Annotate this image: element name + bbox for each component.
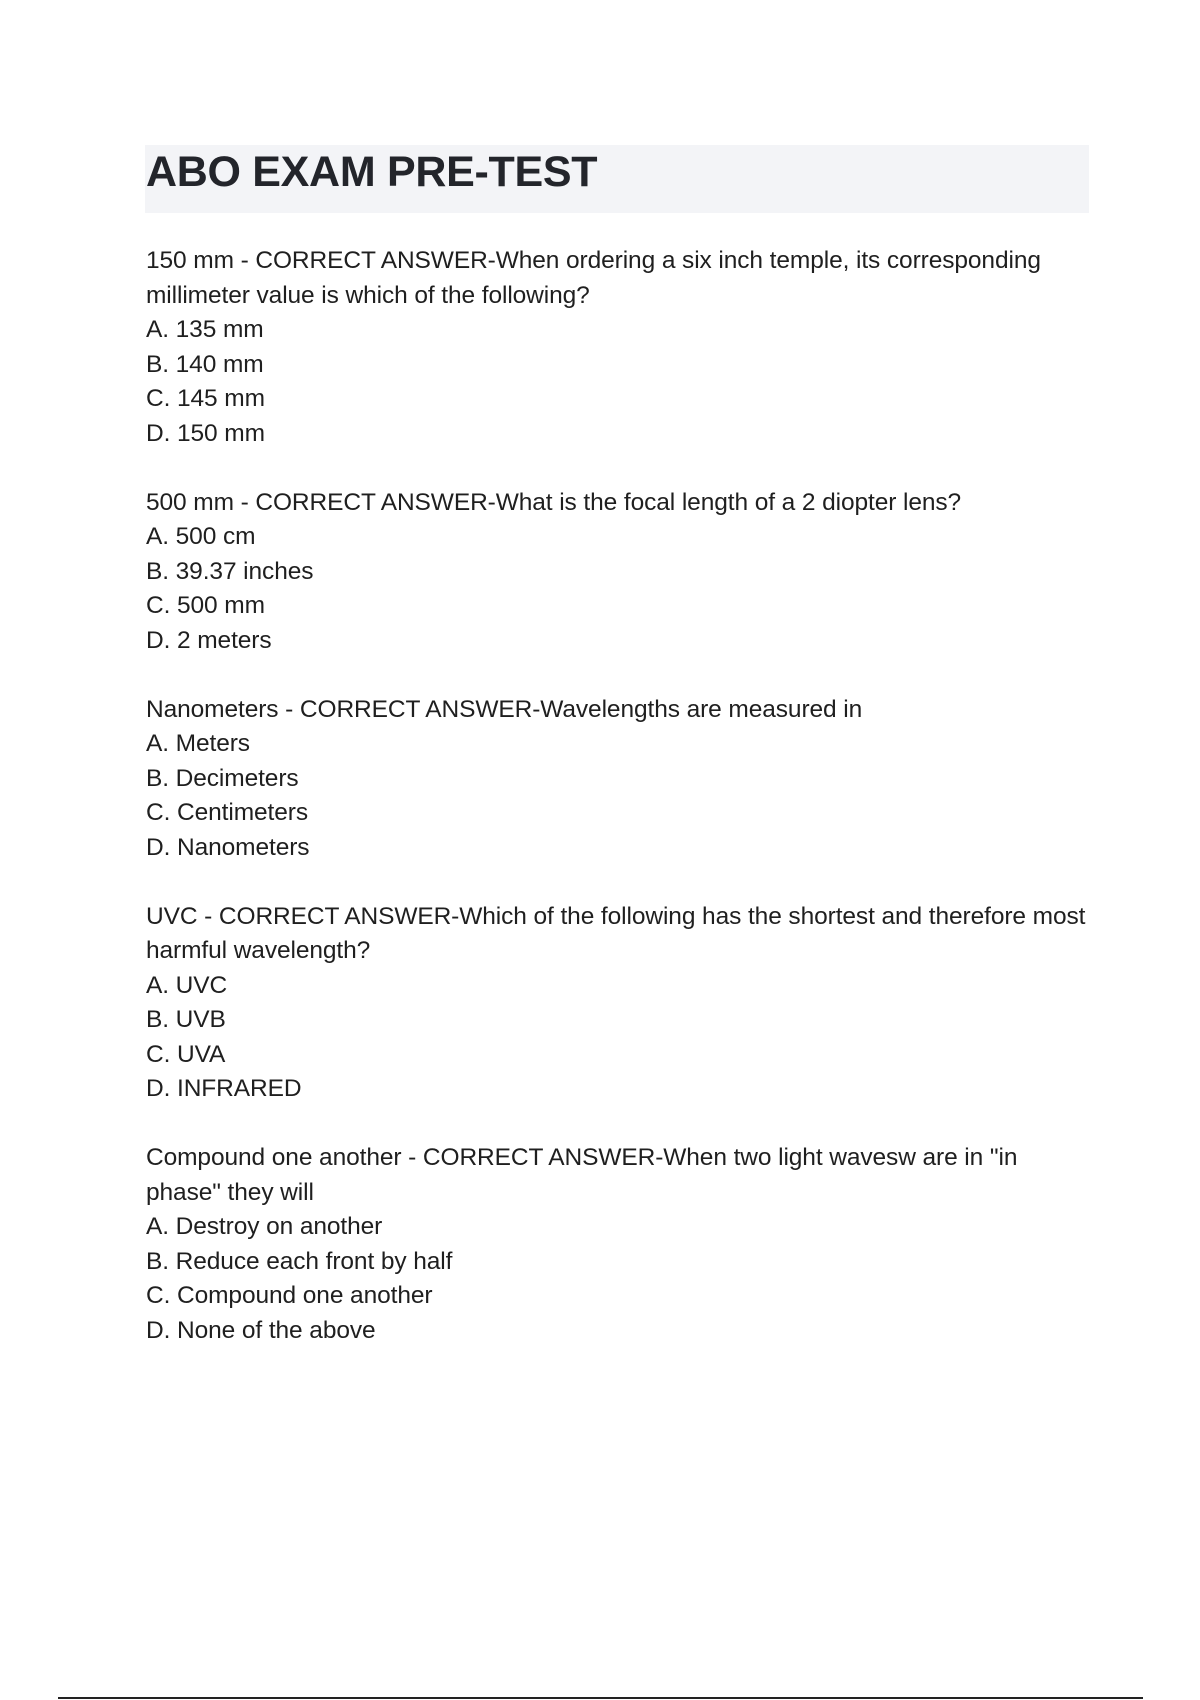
question-text: UVC - CORRECT ANSWER-Which of the following has the shortest and therefore most harmful wavelength? [146,902,1086,964]
question-text: Compound one another - CORRECT ANSWER-When two light wavesw are in "in phase" they will [146,1144,1018,1206]
option-d: D. None of the above [146,1316,376,1344]
option-b: B. Reduce each front by half [146,1247,453,1275]
option-d: D. INFRARED [146,1075,302,1102]
options-list [146,1210,1096,1348]
question-block [146,693,1096,866]
options-list [146,520,1096,658]
question-text: 150 mm - CORRECT ANSWER-When ordering a six inch temple, its corresponding millimeter value is which of the following? [146,247,1041,309]
option-c: C. UVA [146,1040,226,1068]
option-c: C. Compound one another [146,1282,433,1309]
question-block [146,900,1096,1107]
questions-list [146,244,1096,1383]
option-d: D. 150 mm [146,419,265,447]
question-text: Nanometers - CORRECT ANSWER-Wavelengths are measured in [146,695,863,723]
footer-divider [58,1697,1143,1699]
option-a: A. Destroy on another [146,1213,383,1240]
option-a: A. Meters [146,730,250,757]
option-b: B. 140 mm [146,350,264,378]
question-text: 500 mm - CORRECT ANSWER-What is the focal length of a 2 diopter lens? [146,488,962,516]
option-c: C. 145 mm [146,385,265,412]
options-list [146,727,1096,865]
option-d: D. Nanometers [146,833,310,861]
question-block [146,486,1096,659]
option-a: A. 500 cm [146,523,256,550]
option-a: A. 135 mm [146,316,264,343]
question-block [146,1141,1096,1348]
option-c: C. 500 mm [146,592,265,619]
options-list [146,313,1096,451]
option-d: D. 2 meters [146,626,272,654]
options-list [146,969,1096,1107]
option-a: A. UVC [146,971,228,999]
question-block [146,244,1096,451]
option-b: B. UVB [146,1006,226,1033]
page-title: ABO EXAM PRE-TEST [146,148,598,196]
option-c: C. Centimeters [146,799,308,826]
option-b: B. Decimeters [146,764,299,792]
option-b: B. 39.37 inches [146,557,314,585]
